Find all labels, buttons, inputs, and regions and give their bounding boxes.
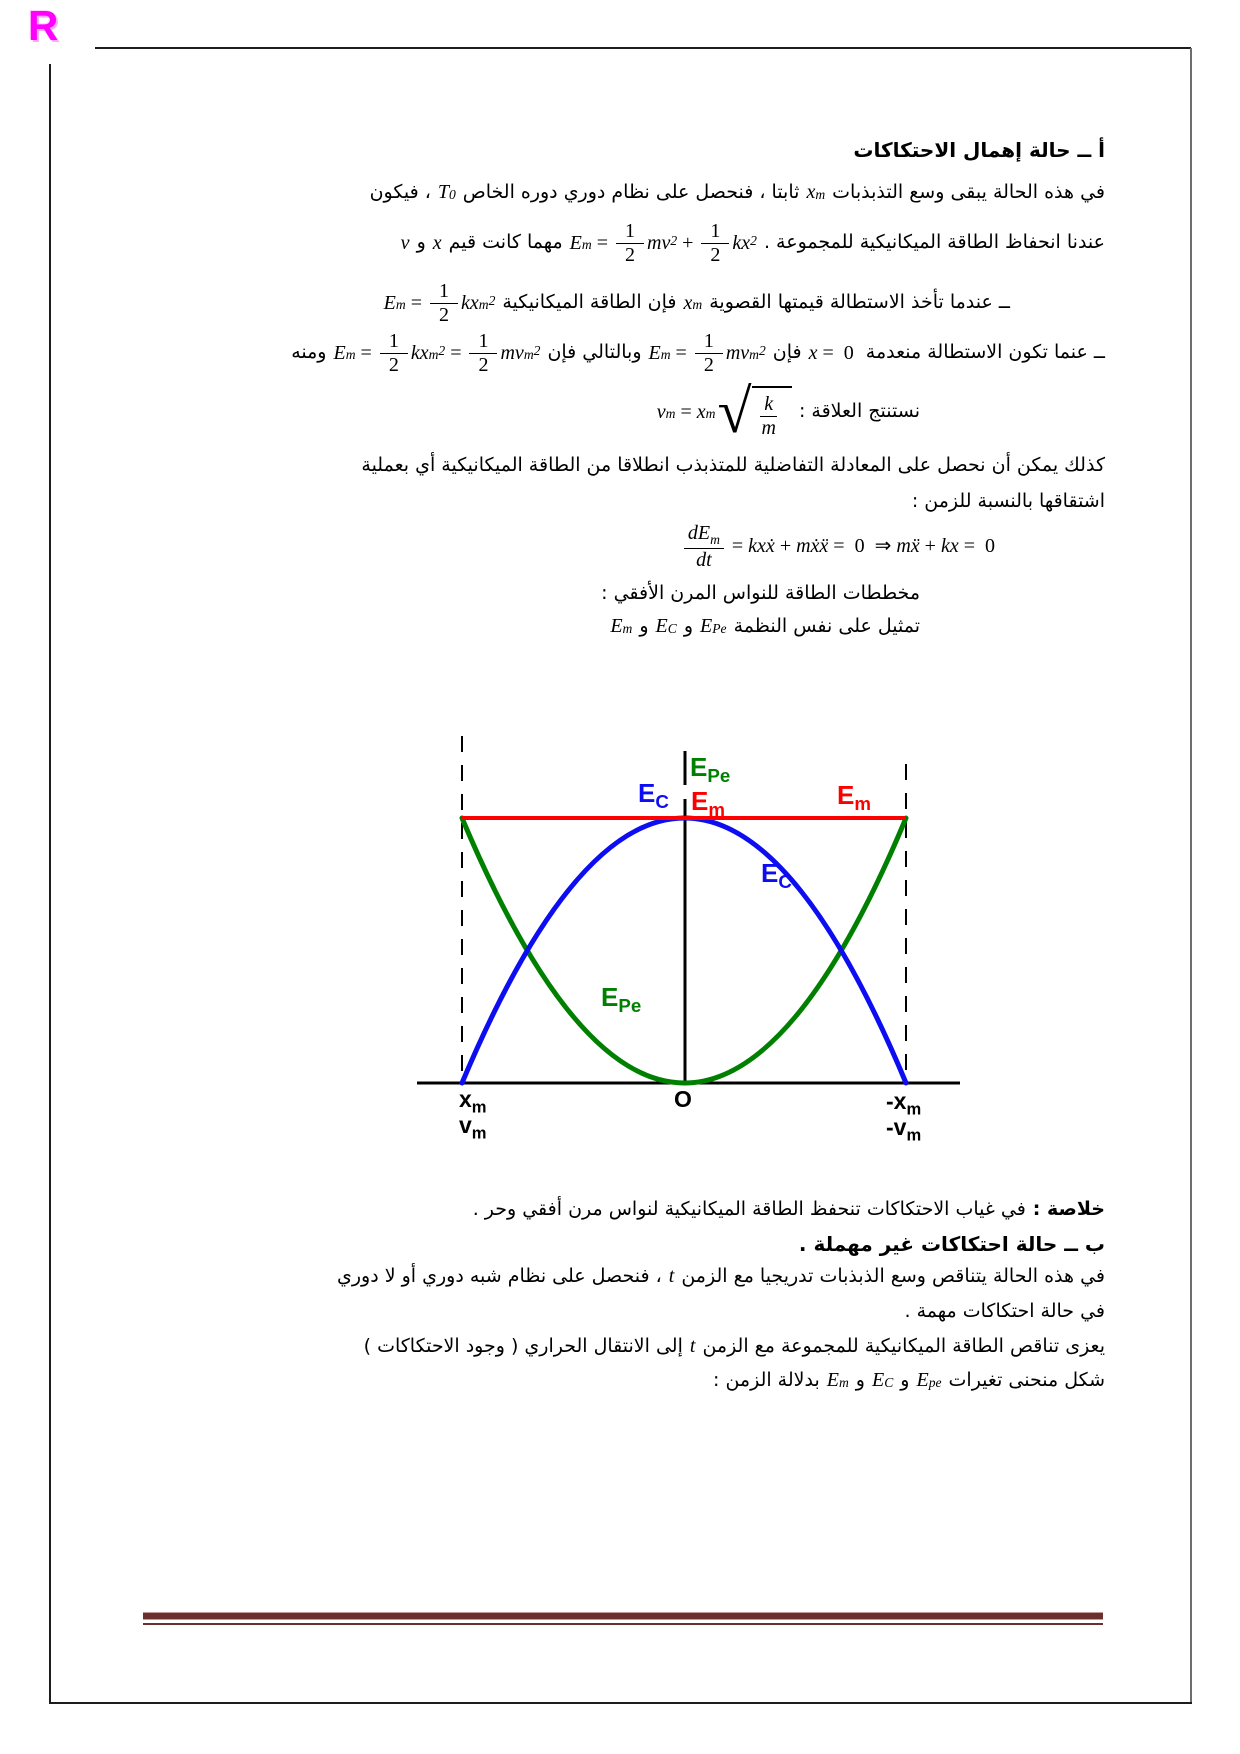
label-em-center: $E_m$ bbox=[691, 786, 725, 821]
equation-mechanical-energy: E m = $\frac{1}{2}$ mv 2 + $\frac{1}{2}$ kx 2 bbox=[569, 219, 757, 266]
label-epe-top: $E_{Pe}$ bbox=[690, 752, 731, 787]
paragraph-amplitude-constant bbox=[370, 178, 1105, 207]
equation-vm-xm-sqrt: v m = x m √ $\frac{k}{m}$ bbox=[657, 386, 792, 439]
text-segment: ، فيكون bbox=[369, 180, 431, 203]
math-epe: E pe bbox=[916, 1369, 942, 1391]
equation-energy-kinetic: E m = $\frac{1}{2}$ mv m $^2$ bbox=[648, 329, 766, 376]
math-t: t bbox=[668, 1265, 675, 1287]
math-em: E m bbox=[826, 1369, 849, 1391]
text-segment: تمثيل على نفس النظمة bbox=[733, 614, 920, 637]
paragraph-energy-diagrams-heading bbox=[601, 580, 920, 608]
paragraph-damped-2 bbox=[905, 1298, 1106, 1326]
text-segment: في حالة احتكاكات مهمة . bbox=[904, 1300, 1105, 1322]
text-segment: و bbox=[855, 1368, 865, 1391]
math-ec: E C bbox=[871, 1369, 894, 1391]
tick-origin: O bbox=[674, 1086, 692, 1112]
text-segment: في هذه الحالة يبقى وسع التذبذبات bbox=[832, 180, 1105, 203]
text-segment: و bbox=[900, 1368, 910, 1391]
paragraph-heat-transfer bbox=[364, 1332, 1105, 1361]
label-epe-left: $E_{Pe}$ bbox=[601, 982, 642, 1017]
right-rule bbox=[1190, 48, 1192, 1704]
paragraph-energy-conservation bbox=[401, 214, 1105, 272]
equation-energy-equality: E m = $\frac{1}{2}$ kx m $^2$ = $\frac{1}{2}$ mv m $^2$ bbox=[333, 329, 541, 376]
text-segment: شكل منحنى تغيرات bbox=[948, 1368, 1105, 1391]
paragraph-differential-intro-1 bbox=[361, 452, 1105, 480]
text-segment: عندنا انحفاظ الطاقة الميكانيكية للمجموعة . bbox=[763, 231, 1105, 254]
bottom-rule bbox=[49, 1702, 1192, 1704]
section-a-heading bbox=[853, 136, 1105, 165]
logo-r: R bbox=[28, 2, 59, 49]
energy-diagram bbox=[360, 648, 972, 1153]
tick-neg-xm: $-x_m$ bbox=[886, 1088, 922, 1119]
text-segment: ــ عندما تأخذ الاستطالة قيمتها القصوية bbox=[709, 291, 1010, 314]
text-segment: ومنه bbox=[291, 341, 327, 364]
tick-vm: $v_m$ bbox=[459, 1112, 487, 1143]
footer-divider-line bbox=[143, 1623, 1103, 1625]
tick-neg-vm: $-v_m$ bbox=[886, 1114, 922, 1145]
math-x: x bbox=[432, 231, 442, 254]
text-segment: ، فنحصل على نظام شبه دوري أو لا دوري bbox=[337, 1264, 662, 1287]
text-segment: بدلالة الزمن : bbox=[713, 1368, 820, 1391]
paragraph-differential-intro-2 bbox=[912, 488, 1105, 516]
paragraph-same-system bbox=[610, 612, 920, 641]
text-segment: في غياب الاحتكاكات تنحفظ الطاقة الميكانيكية لنواس مرن أفقي وحر . bbox=[472, 1198, 1026, 1220]
math-ec: E C bbox=[655, 615, 677, 637]
text-segment: فإن الطاقة الميكانيكية bbox=[502, 291, 677, 314]
text-segment: و bbox=[639, 614, 649, 637]
top-rule bbox=[95, 47, 1191, 49]
tick-xm: $x_m$ bbox=[459, 1086, 487, 1117]
label-ec-top: $E_C$ bbox=[638, 778, 669, 813]
text-segment: يعزى تناقص الطاقة الميكانيكية للمجموعة مع الزمن bbox=[702, 1334, 1105, 1357]
energy-diagram-canvas bbox=[360, 648, 972, 1153]
text-segment: وبالتالي فإن bbox=[547, 341, 642, 364]
text-segment: إلى الانتقال الحراري ( وجود الاحتكاكات ) bbox=[363, 1334, 683, 1357]
math-x-equals-0: x = 0 bbox=[808, 341, 854, 364]
text-segment: في هذه الحالة يتناقص وسع الذبذبات تدريجيا مع الزمن bbox=[681, 1264, 1105, 1287]
label-em-right: $E_m$ bbox=[837, 780, 871, 815]
paragraph-vm-relation bbox=[656, 377, 920, 446]
paragraph-damped-1 bbox=[337, 1262, 1105, 1291]
conclusion-label: خلاصة : bbox=[1032, 1198, 1105, 1220]
text-segment: مخططات الطاقة للنواس المرن الأفقي : bbox=[601, 582, 920, 604]
text-segment: اشتقاقها بالنسبة للزمن : bbox=[911, 490, 1105, 512]
text-segment: نستنتج العلاقة : bbox=[798, 400, 920, 423]
text-segment: فإن bbox=[772, 341, 802, 364]
text-segment: كذلك يمكن أن نحصل على المعادلة التفاضلية للمتذبذب انطلاقا من الطاقة الميكانيكية أي بعملية bbox=[361, 454, 1105, 476]
equation-energy-max-elongation: E m = $\frac{1}{2}$ kx m $^2$ bbox=[383, 279, 496, 326]
math-v: v bbox=[400, 231, 410, 254]
equation-differential-line bbox=[681, 516, 1000, 578]
math-t0: T 0 bbox=[437, 181, 456, 203]
label-ec-right: $E_C$ bbox=[761, 858, 792, 893]
math-t: t bbox=[689, 1335, 696, 1357]
text-segment: ــ عنما تكون الاستطالة منعدمة bbox=[865, 341, 1105, 364]
text-segment: مهما كانت قيم bbox=[448, 231, 563, 254]
text-segment: ثابتا ، فنحصل على نظام دوري دوره الخاص bbox=[462, 180, 800, 203]
math-em: E m bbox=[610, 615, 633, 637]
math-epe: E Pe bbox=[700, 615, 727, 637]
equation-differential: $dE_m$ dt = kxẋ + mẋẍ = 0 ⇒ mẍ + kx = 0 bbox=[681, 523, 1000, 571]
footer-divider-bar bbox=[143, 1612, 1103, 1620]
paragraph-zero-elongation bbox=[291, 324, 1105, 382]
heading-text: ب ــ حالة احتكاكات غير مهملة . bbox=[798, 1232, 1105, 1256]
math-xm: x m bbox=[806, 181, 826, 203]
left-rule bbox=[49, 64, 51, 1704]
math-xm: x m bbox=[683, 291, 703, 314]
section-b-heading bbox=[799, 1230, 1105, 1259]
paragraph-curves-vs-time bbox=[713, 1366, 1105, 1395]
heading-text: أ ــ حالة إهمال الاحتكاكات bbox=[853, 138, 1105, 162]
paragraph-conclusion bbox=[473, 1196, 1105, 1224]
text-segment: و bbox=[416, 231, 426, 254]
text-segment: و bbox=[683, 614, 694, 637]
